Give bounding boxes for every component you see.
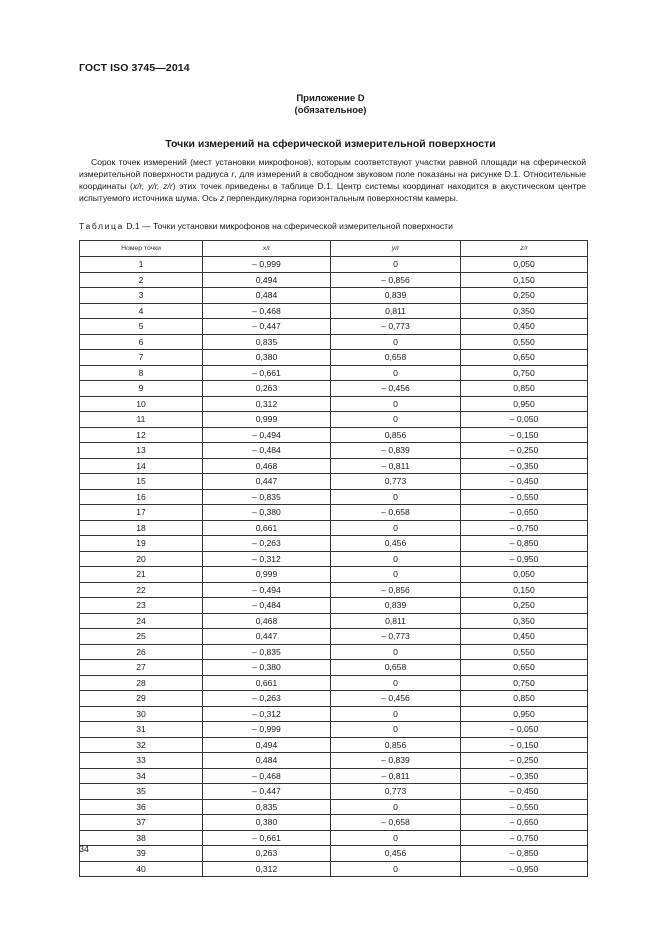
cell-y: 0: [331, 489, 461, 505]
cell-point-number: 9: [80, 381, 203, 397]
cell-z: – 0,750: [461, 520, 588, 536]
cell-point-number: 22: [80, 582, 203, 598]
annex-status: (обязательное): [294, 105, 367, 116]
cell-point-number: 35: [80, 784, 203, 800]
table-row: [80, 629, 588, 645]
cell-point-number: 11: [80, 412, 203, 428]
cell-x: 0,447: [203, 629, 331, 645]
cell-z: 0,150: [461, 272, 588, 288]
cell-y: 0: [331, 551, 461, 567]
body-paragraph: [79, 157, 586, 205]
cell-x: 0,468: [203, 458, 331, 474]
cell-point-number: 34: [80, 768, 203, 784]
table-row: [80, 691, 588, 707]
table-row: [80, 520, 588, 536]
cell-z: 0,950: [461, 706, 588, 722]
cell-z: 0,150: [461, 582, 588, 598]
cell-y: 0,773: [331, 784, 461, 800]
paragraph-axis-symbol: z: [219, 192, 225, 203]
cell-x: 0,447: [203, 474, 331, 490]
cell-x: – 0,263: [203, 691, 331, 707]
cell-x: 0,835: [203, 334, 331, 350]
cell-point-number: 2: [80, 272, 203, 288]
cell-x: 0,312: [203, 396, 331, 412]
cell-point-number: 38: [80, 830, 203, 846]
table-row: [80, 396, 588, 412]
cell-point-number: 33: [80, 753, 203, 769]
table-caption-label: Таблица: [79, 221, 124, 231]
cell-z: – 0,850: [461, 846, 588, 862]
cell-x: 0,835: [203, 799, 331, 815]
cell-z: – 0,950: [461, 551, 588, 567]
table-row: [80, 257, 588, 273]
cell-y: 0: [331, 706, 461, 722]
cell-point-number: 30: [80, 706, 203, 722]
cell-z: – 0,350: [461, 768, 588, 784]
cell-x: 0,999: [203, 412, 331, 428]
cell-y: 0: [331, 396, 461, 412]
cell-y: – 0,658: [331, 815, 461, 831]
cell-y: 0,456: [331, 846, 461, 862]
cell-y: – 0,658: [331, 505, 461, 521]
cell-y: 0,839: [331, 598, 461, 614]
paragraph-text-4: перпендикулярна горизонтальным поверхностям камеры.: [224, 192, 459, 203]
cell-z: 0,350: [461, 613, 588, 629]
cell-y: – 0,456: [331, 691, 461, 707]
cell-x: – 0,263: [203, 536, 331, 552]
cell-z: – 0,250: [461, 443, 588, 459]
cell-z: – 0,950: [461, 861, 588, 877]
cell-point-number: 28: [80, 675, 203, 691]
cell-x: – 0,468: [203, 303, 331, 319]
cell-y: 0: [331, 412, 461, 428]
cell-z: 0,650: [461, 660, 588, 676]
table-row: [80, 334, 588, 350]
cell-z: – 0,350: [461, 458, 588, 474]
cell-x: 0,494: [203, 737, 331, 753]
cell-y: 0,456: [331, 536, 461, 552]
table-row: [80, 815, 588, 831]
paragraph-text-3: ) этих точек приведены в таблице D.1. Центр системы координат находится в акустическом центре испытуемого источника шума. Ось: [79, 180, 586, 203]
cell-y: 0: [331, 861, 461, 877]
cell-y: 0: [331, 799, 461, 815]
cell-y: 0: [331, 722, 461, 738]
table-row: [80, 799, 588, 815]
cell-y: 0: [331, 675, 461, 691]
cell-x: – 0,447: [203, 784, 331, 800]
cell-x: 0,494: [203, 272, 331, 288]
cell-z: – 0,550: [461, 799, 588, 815]
cell-z: – 0,150: [461, 427, 588, 443]
cell-z: – 0,450: [461, 784, 588, 800]
table-row: [80, 288, 588, 304]
annex-title: Приложение D: [296, 93, 365, 104]
cell-y: 0: [331, 567, 461, 583]
table-row: [80, 706, 588, 722]
cell-x: – 0,999: [203, 722, 331, 738]
cell-z: – 0,650: [461, 815, 588, 831]
paragraph-text-1: Сорок точек измерений (мест установки микрофонов), которым соответствуют участки равной площади на сферической измерительной поверхности радиуса: [79, 157, 586, 179]
cell-z: 0,250: [461, 288, 588, 304]
cell-point-number: 16: [80, 489, 203, 505]
column-header-point-number: Номер точки: [80, 241, 203, 257]
table-row: [80, 412, 588, 428]
column-header-y-label: y/r: [391, 245, 400, 252]
table-row: [80, 753, 588, 769]
cell-y: – 0,811: [331, 768, 461, 784]
cell-point-number: 4: [80, 303, 203, 319]
page-number: 34: [79, 844, 90, 854]
table-row: [80, 846, 588, 862]
cell-x: – 0,999: [203, 257, 331, 273]
cell-point-number: 10: [80, 396, 203, 412]
cell-point-number: 26: [80, 644, 203, 660]
cell-z: 0,650: [461, 350, 588, 366]
cell-point-number: 7: [80, 350, 203, 366]
cell-x: 0,661: [203, 675, 331, 691]
table-caption-text: D.1 — Точки установки микрофонов на сферической измерительной поверхности: [123, 221, 453, 231]
table-row: [80, 489, 588, 505]
cell-x: – 0,484: [203, 443, 331, 459]
section-title: Точки измерений на сферической измерительной поверхности: [165, 138, 496, 150]
cell-point-number: 13: [80, 443, 203, 459]
cell-point-number: 1: [80, 257, 203, 273]
cell-point-number: 21: [80, 567, 203, 583]
cell-y: 0,811: [331, 613, 461, 629]
cell-x: 0,484: [203, 288, 331, 304]
table-row: [80, 768, 588, 784]
cell-y: 0,856: [331, 737, 461, 753]
cell-point-number: 17: [80, 505, 203, 521]
cell-point-number: 31: [80, 722, 203, 738]
column-header-x-label: x/r: [262, 245, 271, 252]
cell-point-number: 27: [80, 660, 203, 676]
cell-z: 0,250: [461, 598, 588, 614]
cell-x: 0,380: [203, 815, 331, 831]
cell-point-number: 25: [80, 629, 203, 645]
cell-z: 0,850: [461, 381, 588, 397]
cell-y: – 0,773: [331, 629, 461, 645]
cell-y: 0: [331, 365, 461, 381]
table-row: [80, 536, 588, 552]
cell-y: 0,658: [331, 350, 461, 366]
cell-x: – 0,380: [203, 505, 331, 521]
table-caption: [79, 221, 453, 231]
cell-y: 0: [331, 334, 461, 350]
cell-point-number: 5: [80, 319, 203, 335]
microphone-positions-table: [79, 240, 588, 877]
cell-point-number: 6: [80, 334, 203, 350]
paragraph-radius-symbol: r: [231, 168, 235, 179]
table-row: [80, 458, 588, 474]
cell-y: – 0,773: [331, 319, 461, 335]
cell-y: 0,773: [331, 474, 461, 490]
cell-y: 0,856: [331, 427, 461, 443]
cell-z: – 0,650: [461, 505, 588, 521]
cell-z: 0,350: [461, 303, 588, 319]
column-header-y: [331, 241, 461, 257]
table-row: [80, 830, 588, 846]
cell-point-number: 29: [80, 691, 203, 707]
document-header: ГОСТ ISO 3745—2014: [79, 62, 190, 74]
cell-point-number: 3: [80, 288, 203, 304]
table-row: [80, 505, 588, 521]
table-row: [80, 551, 588, 567]
cell-y: 0: [331, 644, 461, 660]
table-row: [80, 381, 588, 397]
table-row: [80, 675, 588, 691]
table-row: [80, 660, 588, 676]
cell-z: – 0,250: [461, 753, 588, 769]
table-row: [80, 350, 588, 366]
cell-z: 0,550: [461, 644, 588, 660]
table-header-row: [80, 241, 588, 257]
cell-x: 0,312: [203, 861, 331, 877]
table-row: [80, 365, 588, 381]
cell-point-number: 18: [80, 520, 203, 536]
column-header-z-label: z/r: [520, 245, 528, 252]
cell-point-number: 39: [80, 846, 203, 862]
cell-z: 0,450: [461, 629, 588, 645]
cell-point-number: 24: [80, 613, 203, 629]
table-row: [80, 784, 588, 800]
column-header-x: [203, 241, 331, 257]
cell-y: – 0,856: [331, 272, 461, 288]
cell-point-number: 37: [80, 815, 203, 831]
cell-x: – 0,661: [203, 365, 331, 381]
cell-point-number: 12: [80, 427, 203, 443]
cell-x: 0,661: [203, 520, 331, 536]
cell-point-number: 32: [80, 737, 203, 753]
cell-z: 0,050: [461, 257, 588, 273]
cell-point-number: 20: [80, 551, 203, 567]
table-row: [80, 474, 588, 490]
cell-y: – 0,839: [331, 443, 461, 459]
cell-x: – 0,494: [203, 427, 331, 443]
cell-point-number: 8: [80, 365, 203, 381]
table-row: [80, 427, 588, 443]
column-header-z: [461, 241, 588, 257]
cell-x: – 0,661: [203, 830, 331, 846]
cell-x: – 0,484: [203, 598, 331, 614]
table-row: [80, 319, 588, 335]
cell-y: 0,658: [331, 660, 461, 676]
paragraph-text-2: , для измерений в свободном звуковом поле показаны на рисунке D.1. Относительные координаты (: [79, 168, 586, 191]
cell-z: – 0,750: [461, 830, 588, 846]
cell-point-number: 14: [80, 458, 203, 474]
cell-y: – 0,856: [331, 582, 461, 598]
cell-x: 0,484: [203, 753, 331, 769]
cell-x: – 0,468: [203, 768, 331, 784]
cell-z: 0,750: [461, 675, 588, 691]
cell-point-number: 36: [80, 799, 203, 815]
cell-z: 0,750: [461, 365, 588, 381]
cell-y: 0,811: [331, 303, 461, 319]
table-row: [80, 598, 588, 614]
table-row: [80, 582, 588, 598]
table-row: [80, 737, 588, 753]
cell-y: 0: [331, 520, 461, 536]
cell-y: – 0,456: [331, 381, 461, 397]
cell-x: 0,263: [203, 381, 331, 397]
cell-z: – 0,850: [461, 536, 588, 552]
cell-z: – 0,550: [461, 489, 588, 505]
cell-x: 0,380: [203, 350, 331, 366]
cell-x: 0,468: [203, 613, 331, 629]
cell-z: 0,050: [461, 567, 588, 583]
cell-point-number: 19: [80, 536, 203, 552]
cell-x: 0,263: [203, 846, 331, 862]
cell-point-number: 23: [80, 598, 203, 614]
cell-x: – 0,835: [203, 644, 331, 660]
cell-x: – 0,447: [203, 319, 331, 335]
table-row: [80, 272, 588, 288]
cell-x: 0,999: [203, 567, 331, 583]
cell-z: 0,550: [461, 334, 588, 350]
cell-y: – 0,811: [331, 458, 461, 474]
table-row: [80, 567, 588, 583]
cell-x: – 0,835: [203, 489, 331, 505]
cell-z: 0,950: [461, 396, 588, 412]
table-row: [80, 443, 588, 459]
cell-x: – 0,312: [203, 706, 331, 722]
cell-x: – 0,380: [203, 660, 331, 676]
cell-z: – 0,050: [461, 722, 588, 738]
cell-y: 0: [331, 257, 461, 273]
table-row: [80, 613, 588, 629]
cell-point-number: 40: [80, 861, 203, 877]
paragraph-coordinates: x/r, y/r, z/r: [132, 180, 173, 191]
cell-x: – 0,312: [203, 551, 331, 567]
cell-y: 0: [331, 830, 461, 846]
table-row: [80, 303, 588, 319]
cell-z: – 0,050: [461, 412, 588, 428]
cell-point-number: 15: [80, 474, 203, 490]
cell-z: 0,850: [461, 691, 588, 707]
table-row: [80, 861, 588, 877]
table-row: [80, 722, 588, 738]
table-row: [80, 644, 588, 660]
cell-y: 0,839: [331, 288, 461, 304]
cell-z: – 0,150: [461, 737, 588, 753]
cell-z: 0,450: [461, 319, 588, 335]
cell-x: – 0,494: [203, 582, 331, 598]
cell-y: – 0,839: [331, 753, 461, 769]
cell-z: – 0,450: [461, 474, 588, 490]
